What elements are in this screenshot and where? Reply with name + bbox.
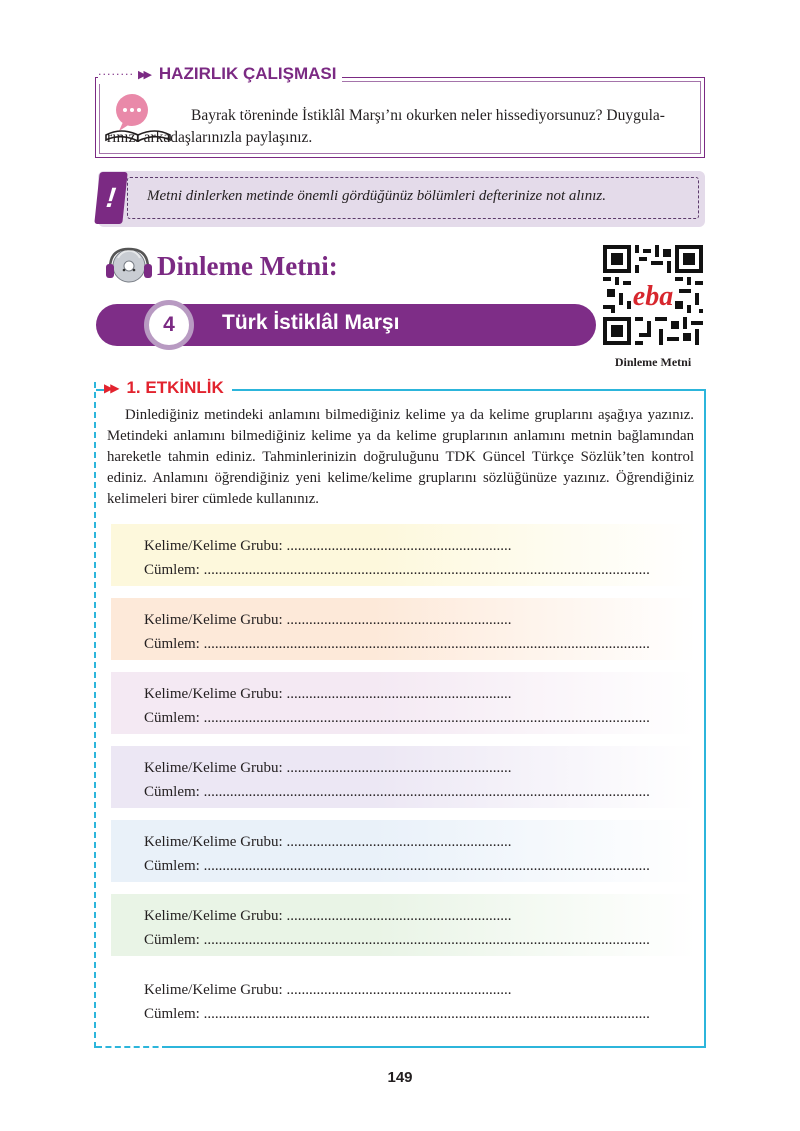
- sentence-label[interactable]: Cümlem: .......................................................................................................................: [144, 1006, 650, 1022]
- preparation-header: [98, 64, 342, 84]
- sentence-label[interactable]: Cümlem: .......................................................................................................................: [144, 858, 650, 874]
- qr-caption: Dinleme Metni: [614, 355, 692, 369]
- vocabulary-entry: [111, 820, 696, 882]
- sentence-label[interactable]: Cümlem: .......................................................................................................................: [144, 636, 650, 652]
- preparation-title: HAZIRLIK ÇALIŞMASI: [158, 64, 337, 83]
- activity-frame-bottom-dash: [96, 1046, 168, 1048]
- preparation-question: Bayrak töreninde İstiklâl Marşı’nı okurken neler hissediyorsunuz? Duygula- rınızı arkadaşlarınızla paylaşınız.: [107, 107, 665, 146]
- activity-frame-left-dash: [94, 382, 96, 1048]
- sentence-label[interactable]: Cümlem: .......................................................................................................................: [144, 562, 650, 578]
- word-label[interactable]: Kelime/Kelime Grubu: ............................................................: [144, 982, 512, 998]
- double-arrow-icon: ▶▶: [137, 67, 149, 81]
- sentence-label[interactable]: Cümlem: .......................................................................................................................: [144, 710, 650, 726]
- word-label[interactable]: Kelime/Kelime Grubu: ............................................................: [144, 760, 512, 776]
- headphones-cd-icon: [104, 246, 154, 286]
- word-label[interactable]: Kelime/Kelime Grubu: ............................................................: [144, 612, 512, 628]
- sentence-label[interactable]: Cümlem: .......................................................................................................................: [144, 784, 650, 800]
- qr-logo: eba: [632, 281, 674, 312]
- vocabulary-entry: [111, 672, 696, 734]
- vocabulary-entry: [111, 598, 696, 660]
- text-number-badge: 4: [144, 300, 194, 350]
- activity-title: 1. ETKİNLİK: [126, 378, 224, 397]
- exclamation-icon: !: [94, 172, 127, 224]
- word-label[interactable]: Kelime/Kelime Grubu: ............................................................: [144, 908, 512, 924]
- word-label[interactable]: Kelime/Kelime Grubu: ............................................................: [144, 834, 512, 850]
- text-title: Türk İstiklâl Marşı: [222, 311, 400, 334]
- word-label[interactable]: Kelime/Kelime Grubu: ............................................................: [144, 686, 512, 702]
- sentence-label[interactable]: Cümlem: .......................................................................................................................: [144, 932, 650, 948]
- activity-instructions: Dinlediğiniz metindeki anlamını bilmediğiniz kelime ya da kelime gruplarını aşağıya yazınız. Metindeki anlamını bilmediğiniz kelime ya da kelime gruplarının anlamını metnin bağlamından hareketle tahmin ediniz. Tahminlerinizin doğruluğunu TDK Güncel Türkçe Sözlük’ten kontrol ediniz. Anlamını öğrendiğiniz yeni kelime/kelime gruplarını sözlüğünüze yazınız. Öğrendiğiniz kelimeleri birer cümlede kullanınız.: [107, 407, 694, 507]
- dotted-leader: ········: [98, 67, 134, 81]
- page-number: 149: [387, 1069, 413, 1086]
- double-arrow-icon: ▶▶: [104, 381, 117, 395]
- listening-title: Dinleme Metni:: [157, 251, 338, 281]
- vocabulary-entry: [111, 524, 696, 586]
- word-label[interactable]: Kelime/Kelime Grubu: ............................................................: [144, 538, 512, 554]
- tip-text: Metni dinlerken metinde önemli gördüğünüz bölümleri defterinize not alınız.: [147, 188, 606, 204]
- vocabulary-entry: [111, 894, 696, 956]
- qr-code-icon[interactable]: [603, 245, 703, 345]
- vocabulary-entry: [111, 746, 696, 808]
- vocabulary-entry: [111, 968, 696, 1030]
- activity-header: [104, 378, 232, 398]
